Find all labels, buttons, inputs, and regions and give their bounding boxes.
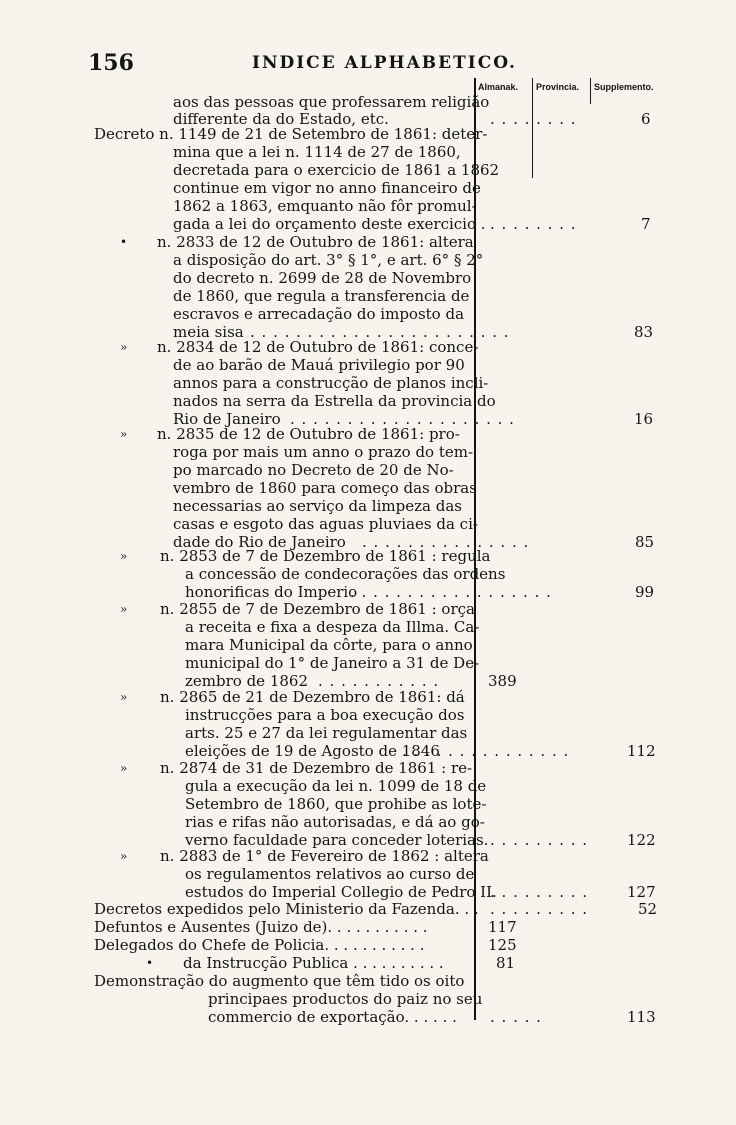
column-header-almanak: Almanak. (478, 82, 519, 92)
ditto-mark: » (120, 761, 128, 775)
entry-line: de 1860, que regula a transferencia de (173, 287, 470, 305)
supplemento-page: 83 (634, 323, 654, 341)
entry-line: Decreto n. 1149 de 21 de Setembro de 1861: deter- (94, 125, 488, 143)
column-header-supplemento: Supplemento. (594, 82, 654, 92)
entry-line: zembro de 1862 (185, 672, 308, 690)
leader-dots: . . . . . . . . . . . . . . . . . . (350, 583, 552, 601)
entry-line: verno faculdade para conceder loterias. (185, 831, 489, 849)
entry-line: Defuntos e Ausentes (Juizo de). . . . . . . . . . . (94, 918, 428, 936)
entry-line: n. 2855 de 7 de Dezembro de 1861 : orça (160, 600, 475, 618)
entry-line: 1862 a 1863, emquanto não fôr promul- (173, 197, 477, 215)
entry-line: Setembro de 1860, que prohibe as lote- (185, 795, 487, 813)
entry-line: Delegados do Chefe de Policia. . . . . . . . . . . (94, 936, 425, 954)
leader-dots: . . . . . . . . (490, 215, 577, 233)
almanak-page: 389 (488, 672, 517, 690)
entry-line: nados na serra da Estrella da provincia do (173, 392, 496, 410)
leader-dots: . . . . . . . . . . . . . . . (402, 742, 570, 760)
entry-line: Decretos expedidos pelo Ministerio da Fazenda. . . (94, 900, 479, 918)
entry-line: n. 2833 de 12 de Outubro de 1861: altera (157, 233, 474, 251)
leader-dots: . . . . . . . . . . . . . . . . . . . . (290, 410, 515, 428)
entry-line: n. 2835 de 12 de Outubro de 1861: pro- (157, 425, 460, 443)
column-header-provincia: Provincia. (536, 82, 580, 92)
entry-line: a concessão de condecorações das ordens (185, 565, 506, 583)
entry-line: estudos do Imperial Collegio de Pedro II. (185, 883, 497, 901)
leader-dots: . . . . . . . . . . . (318, 672, 440, 690)
column-rule-provincia-supplemento (590, 78, 591, 104)
almanak-page: 125 (488, 936, 517, 954)
entry-line: n. 2853 de 7 de Dezembro de 1861 : regula (160, 547, 491, 565)
supplemento-page: 16 (634, 410, 654, 428)
entry-line: gada a lei do orçamento deste exercicio . (173, 215, 486, 233)
leader-dots: . . . . . . . . . (490, 900, 589, 918)
entry-line: n. 2883 de 1° de Fevereiro de 1862 : altera (160, 847, 489, 865)
entry-line: casas e esgoto das aguas pluviaes da ci- (173, 515, 478, 533)
entry-line: vembro de 1860 para começo das obras (173, 479, 477, 497)
entry-line: escravos e arrecadação do imposto da (173, 305, 465, 323)
entry-line: mara Municipal da côrte, para o anno (185, 636, 473, 654)
almanak-page: 81 (496, 954, 516, 972)
supplemento-page: 112 (627, 742, 656, 760)
entry-line: aos das pessoas que professarem religião (173, 93, 490, 111)
entry-line: mina que a lei n. 1114 de 27 de 1860, (173, 143, 461, 161)
leader-dots: . . . . . . . . . (490, 883, 589, 901)
supplemento-page: 113 (627, 1008, 656, 1026)
entry-line: os regulamentos relativos ao curso de (185, 865, 475, 883)
ditto-mark: » (120, 340, 128, 354)
entry-line: gula a execução da lei n. 1099 de 18 de (185, 777, 487, 795)
entry-line: Demonstração do augmento que têm tido os oito (94, 972, 465, 990)
entry-line: Rio de Janeiro (173, 410, 281, 428)
entry-line: continue em vigor no anno financeiro de (173, 179, 481, 197)
entry-line: eleições de 19 de Agosto de 1846 (185, 742, 440, 760)
entry-line: annos para a construcção de planos incli- (173, 374, 489, 392)
entry-line: arts. 25 e 27 da lei regulamentar das (185, 724, 468, 742)
ditto-mark: • (146, 956, 154, 970)
page-number: 156 (88, 50, 134, 76)
entry-line: commercio de exportação. . . . . . (208, 1008, 457, 1026)
entry-line: instrucções para a boa execução dos (185, 706, 465, 724)
leader-dots: . . . . . (490, 1008, 542, 1026)
ditto-mark: » (120, 690, 128, 704)
entry-line: honorificas do Imperio (185, 583, 358, 601)
entry-line: dade do Rio de Janeiro (173, 533, 346, 551)
supplemento-page: 6 (641, 110, 651, 128)
ditto-mark: » (120, 849, 128, 863)
supplemento-page: 127 (627, 883, 656, 901)
column-rule-almanak-provincia (532, 78, 533, 178)
entry-line: de ao barão de Mauá privilegio por 90 (173, 356, 465, 374)
entry-line: n. 2865 de 21 de Dezembro de 1861: dá (160, 688, 465, 706)
supplemento-page: 52 (638, 900, 658, 918)
entry-line: a receita e fixa a despeza da Illma. Ca- (185, 618, 480, 636)
entry-line: necessarias ao serviço da limpeza das (173, 497, 462, 515)
entry-line: roga por mais um anno o prazo do tem- (173, 443, 474, 461)
entry-line: municipal do 1° de Janeiro a 31 de De- (185, 654, 480, 672)
entry-line: da Instrucção Publica . . . . . . . . . . (183, 954, 444, 972)
entry-line: po marcado no Decreto de 20 de No- (173, 461, 454, 479)
running-title: INDICE ALPHABETICO. (252, 53, 517, 73)
entry-line: n. 2874 de 31 de Dezembro de 1861 : re- (160, 759, 473, 777)
entry-line: rias e rifas não autorisadas, e dá ao go- (185, 813, 485, 831)
leader-dots: . . . . . . . . (490, 110, 577, 128)
entry-line: principaes productos do paiz no seu (208, 990, 483, 1008)
entry-line: do decreto n. 2699 de 28 de Novembro (173, 269, 472, 287)
leader-dots: . . . . . . . . . (490, 831, 589, 849)
supplemento-page: 85 (635, 533, 655, 551)
entry-line: differente da do Estado, etc. (173, 110, 389, 128)
leader-dots: . . . . . . . . . . . . . . . . . . . . . . . (250, 323, 510, 341)
entry-line: meia sisa (173, 323, 244, 341)
ditto-mark: » (120, 427, 128, 441)
ditto-mark: » (120, 549, 128, 563)
ditto-mark: » (120, 602, 128, 616)
entry-line: a disposição do art. 3° § 1°, e art. 6° § 2° (173, 251, 484, 269)
supplemento-page: 7 (641, 215, 651, 233)
leader-dots: . . . . . . . . . . . . . . . (362, 533, 530, 551)
entry-line: n. 2834 de 12 de Outubro de 1861: conce- (157, 338, 479, 356)
ditto-mark: • (120, 235, 128, 249)
supplemento-page: 99 (635, 583, 655, 601)
almanak-page: 117 (488, 918, 517, 936)
supplemento-page: 122 (627, 831, 656, 849)
entry-line: decretada para o exercicio de 1861 a 1862 (173, 161, 500, 179)
